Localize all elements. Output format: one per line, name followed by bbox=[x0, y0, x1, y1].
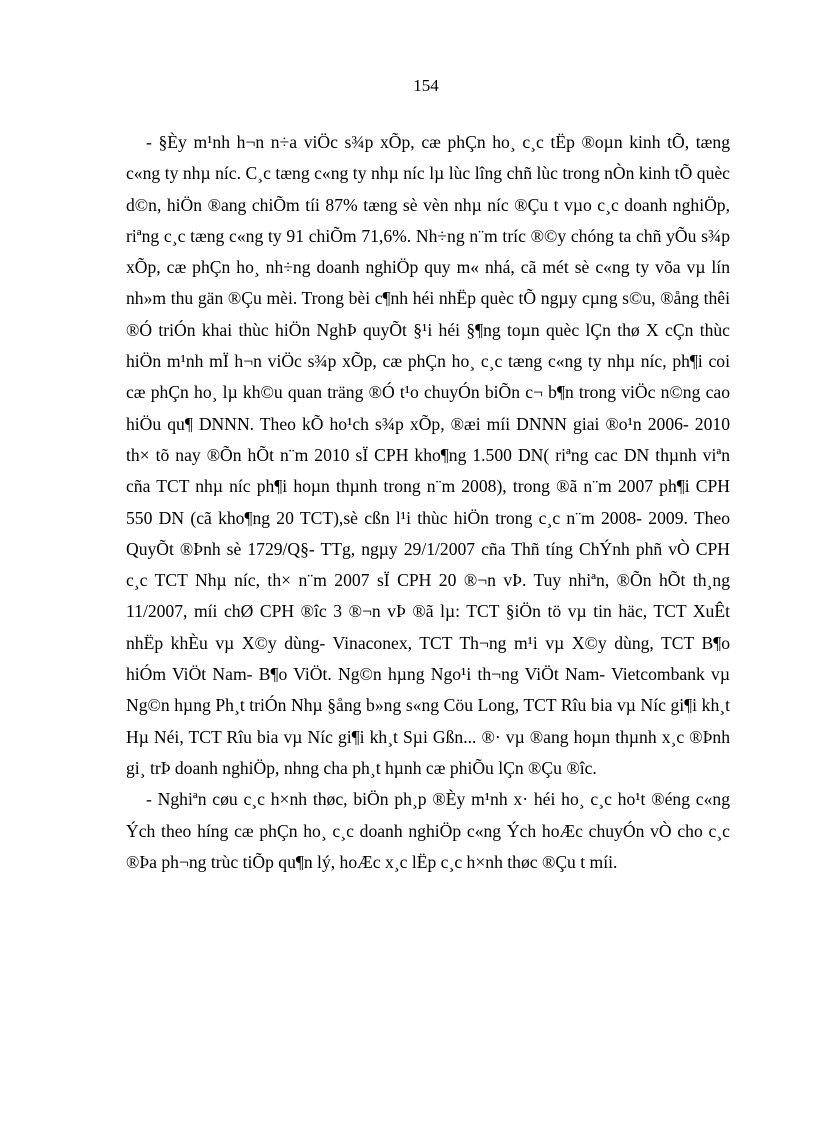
page-body bbox=[126, 127, 730, 878]
page-number: 154 bbox=[413, 76, 439, 95]
paragraph-1: - §Èy m¹nh h¬n n÷a viÖc s¾p xÕp, cæ phÇn ho¸ c¸c tËp ®oµn kinh tÕ, tæng c«ng ty nhµ níc. C¸c tæng c«ng ty nhµ níc lµ lùc lîng chñ lùc trong nÒn kinh tÕ quèc d©n, hiÖn ®ang chiÕm tíi 87% tæng sè vèn nhµ níc ®Çu t vµo c¸c doanh nghiÖp, riªng c¸c tæng c«ng ty 91 chiÕm 71,6%. Nh÷ng n¨m tríc ®©y chóng ta chñ yÕu s¾p xÕp, cæ phÇn ho¸ nh÷ng doanh nghiÖp quy m« nhá, cã mét sè c«ng ty võa vµ lín nh»m thu gän ®Çu mèi. Trong bèi c¶nh héi nhËp quèc tÕ ngµy cµng s©u, ®ång thêi ®Ó triÓn khai thùc hiÖn NghÞ quyÕt §¹i héi §¶ng toµn quèc lÇn thø X cÇn thùc hiÖn m¹nh mÏ h¬n viÖc s¾p xÕp, cæ phÇn ho¸ c¸c tæng c«ng ty nhµ níc, ph¶i coi cæ phÇn ho¸ lµ kh©u quan träng ®Ó t¹o chuyÓn biÕn c¬ b¶n trong viÖc n©ng cao hiÖu qu¶ DNNN. Theo kÕ ho¹ch s¾p xÕp, ®æi míi DNNN giai ®o¹n 2006- 2010 th× tõ nay ®Õn hÕt n¨m 2010 sÏ CPH kho¶ng 1.500 DN( riªng cac DN thµnh viªn cña TCT nhµ níc ph¶i hoµn thµnh trong n¨m 2008), trong ®ã n¨m 2007 ph¶i CPH 550 DN (cã kho¶ng 20 TCT),sè cßn l¹i thùc hiÖn trong c¸c n¨m 2008- 2009. Theo QuyÕt ®Þnh sè 1729/Q§- TTg, ngµy 29/1/2007 cña Thñ tíng ChÝnh phñ vÒ CPH c¸c TCT Nhµ níc, th× n¨m 2007 sÏ CPH 20 ®¬n vÞ. Tuy nhiªn, ®Õn hÕt th¸ng 11/2007, míi chØ CPH ®îc 3 ®¬n vÞ ®ã lµ: TCT §iÖn tö vµ tin häc, TCT XuÊt nhËp khÈu vµ X©y dùng- Vinaconex, TCT Th¬ng m¹i vµ X©y dùng, TCT B¶o hiÓm ViÖt Nam- B¶o ViÖt. Ng©n hµng Ngo¹i th¬ng ViÖt Nam- Vietcombank vµ Ng©n hµng Ph¸t triÓn Nhµ §ång b»ng s«ng Cöu Long, TCT Rîu bia vµ Níc gi¶i kh¸t Hµ Néi, TCT Rîu bia vµ Níc gi¶i kh¸t Sµi Gßn... ®· vµ ®ang hoµn thµnh x¸c ®Þnh gi¸ trÞ doanh nghiÖp, nhng cha ph¸t hµnh cæ phiÕu lÇn ®Çu ®îc. bbox=[126, 132, 730, 778]
paragraph-2: - Nghiªn cøu c¸c h×nh thøc, biÖn ph¸p ®Èy m¹nh x· héi ho¸ c¸c ho¹t ®éng c«ng Ých theo híng cæ phÇn ho¸ c¸c doanh nghiÖp c«ng Ých hoÆc chuyÓn vÒ cho c¸c ®Þa ph¬ng trùc tiÕp qu¶n lý, hoÆc x¸c lËp c¸c h×nh thøc ®Çu t míi. bbox=[126, 789, 730, 872]
